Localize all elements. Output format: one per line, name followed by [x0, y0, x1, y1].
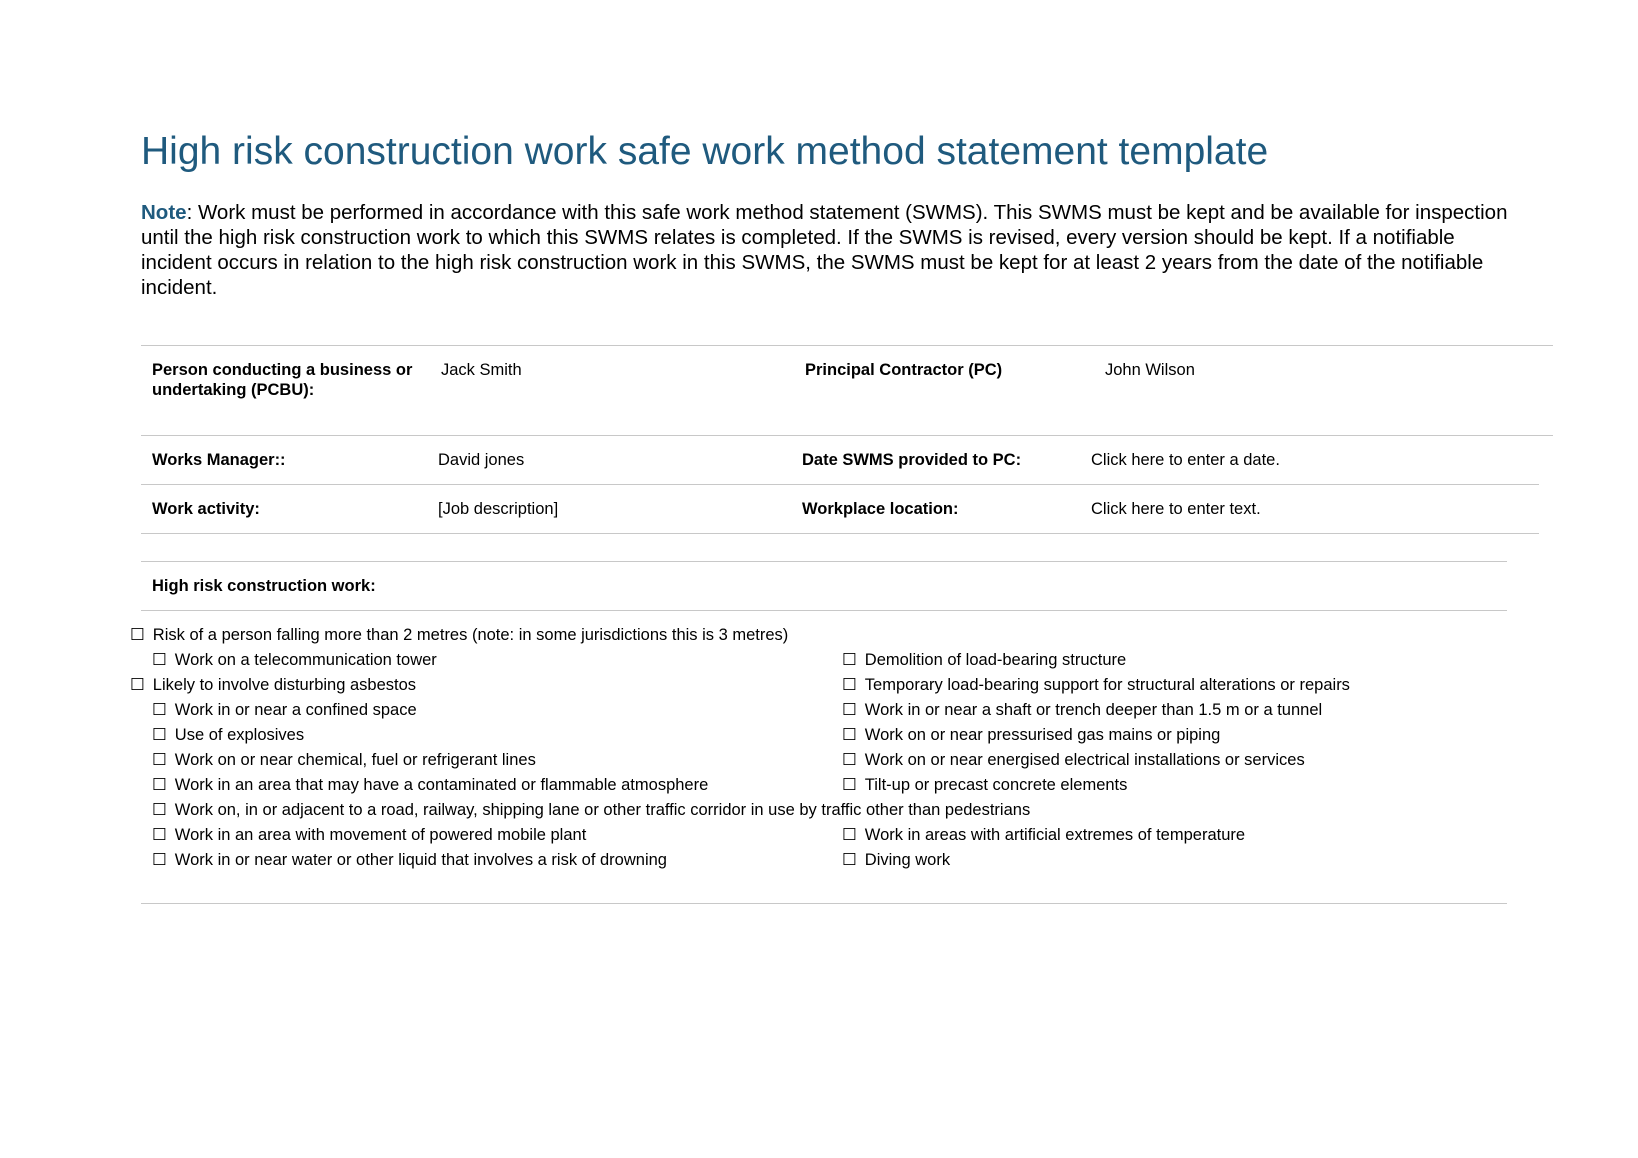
checkbox-icon[interactable]: ☐ — [152, 776, 167, 794]
checkbox-item[interactable] — [152, 725, 304, 745]
checkbox-icon[interactable]: ☐ — [152, 701, 167, 719]
location-field[interactable]: Click here to enter text. — [1091, 500, 1261, 518]
checkbox-item[interactable] — [842, 650, 1126, 670]
checkbox-item[interactable] — [152, 800, 1030, 820]
hrcw-heading: High risk construction work: — [152, 577, 376, 595]
checkbox-item[interactable] — [152, 850, 667, 870]
checkbox-item[interactable] — [842, 675, 1350, 695]
checkbox-label: Work in or near water or other liquid that involves a risk of drowning — [174, 851, 667, 869]
checkbox-icon[interactable]: ☐ — [842, 701, 857, 719]
checkbox-label: Work on a telecommunication tower — [174, 651, 437, 669]
checkbox-item[interactable] — [152, 700, 417, 720]
note-label: Note — [141, 201, 187, 224]
checkbox-item[interactable] — [842, 725, 1220, 745]
checkbox-icon[interactable]: ☐ — [152, 726, 167, 744]
pcbu-field[interactable]: Jack Smith — [441, 361, 522, 379]
checkbox-icon[interactable]: ☐ — [842, 676, 857, 694]
checkbox-icon[interactable]: ☐ — [842, 851, 857, 869]
checkbox-icon[interactable]: ☐ — [152, 801, 167, 819]
checkbox-item[interactable] — [130, 675, 416, 695]
checkbox-label: Work on or near chemical, fuel or refrigerant lines — [174, 751, 536, 769]
checkbox-label: Work in or near a confined space — [174, 701, 417, 719]
checkbox-icon[interactable]: ☐ — [130, 676, 145, 694]
checkbox-item[interactable] — [842, 825, 1245, 845]
checkbox-icon[interactable]: ☐ — [152, 826, 167, 844]
checkbox-icon[interactable]: ☐ — [842, 776, 857, 794]
checkbox-label: Work in or near a shaft or trench deeper than 1.5 m or a tunnel — [864, 701, 1323, 719]
checkbox-label: Work in an area that may have a contaminated or flammable atmosphere — [174, 776, 709, 794]
checkbox-label: Use of explosives — [174, 726, 305, 744]
divider — [141, 533, 1539, 534]
checkbox-label: Likely to involve disturbing asbestos — [152, 676, 417, 694]
checkbox-label: Work on or near pressurised gas mains or piping — [864, 726, 1221, 744]
checkbox-item[interactable] — [152, 775, 708, 795]
checkbox-item[interactable] — [152, 750, 536, 770]
location-label: Workplace location: — [802, 500, 959, 518]
works-manager-label: Works Manager:: — [152, 451, 286, 469]
checkbox-item[interactable] — [152, 650, 437, 670]
checkbox-label: Work on, in or adjacent to a road, railway, shipping lane or other traffic corridor in use by traffic other than pedestrians — [174, 801, 1031, 819]
checkbox-item[interactable] — [842, 850, 950, 870]
checkbox-label: Risk of a person falling more than 2 metres (note: in some jurisdictions this is 3 metres) — [152, 626, 789, 644]
checkbox-icon[interactable]: ☐ — [842, 751, 857, 769]
checkbox-label: Demolition of load-bearing structure — [864, 651, 1127, 669]
pc-label: Principal Contractor (PC) — [805, 361, 1003, 379]
checkbox-label: Work on or near energised electrical installations or services — [864, 751, 1305, 769]
checkbox-item[interactable] — [130, 625, 788, 645]
checkbox-icon[interactable]: ☐ — [842, 726, 857, 744]
checkbox-label: Work in an area with movement of powered mobile plant — [174, 826, 587, 844]
work-activity-label: Work activity: — [152, 500, 260, 518]
checkbox-label: Tilt-up or precast concrete elements — [864, 776, 1128, 794]
checkbox-item[interactable] — [842, 775, 1127, 795]
checkbox-label: Work in areas with artificial extremes of temperature — [864, 826, 1246, 844]
checkbox-icon[interactable]: ☐ — [842, 826, 857, 844]
divider — [141, 903, 1507, 904]
checkbox-icon[interactable]: ☐ — [152, 851, 167, 869]
pcbu-label: Person conducting a business or undertaking (PCBU): — [152, 361, 413, 399]
divider — [141, 561, 1507, 562]
checkbox-item[interactable] — [842, 750, 1305, 770]
checkbox-label: Diving work — [864, 851, 951, 869]
divider — [141, 610, 1507, 611]
divider — [141, 435, 1553, 436]
divider — [141, 484, 1539, 485]
works-manager-field[interactable]: David jones — [438, 451, 525, 469]
checkbox-item[interactable] — [152, 825, 586, 845]
date-field[interactable]: Click here to enter a date. — [1091, 451, 1280, 469]
checkbox-icon[interactable]: ☐ — [842, 651, 857, 669]
pc-field[interactable]: John Wilson — [1105, 361, 1195, 379]
checkbox-label: Temporary load-bearing support for structural alterations or repairs — [864, 676, 1350, 694]
note-text: : Work must be performed in accordance with this safe work method statement (SWMS). This SWMS must be kept and be available for inspection until the high risk construction work to which this SWMS relates is completed. If the SWMS is revised, every version should be kept. If a notifiable incident occurs in relation to the high risk construction work in this SWMS, the SWMS must be kept for at least 2 years from the date of the notifiable incident. — [141, 201, 1508, 299]
page-title: High risk construction work safe work method statement template — [141, 130, 1269, 173]
checkbox-icon[interactable]: ☐ — [130, 626, 145, 644]
checkbox-item[interactable] — [842, 700, 1322, 720]
date-label: Date SWMS provided to PC: — [802, 451, 1022, 469]
checkbox-icon[interactable]: ☐ — [152, 651, 167, 669]
note-paragraph — [141, 200, 1511, 300]
work-activity-field[interactable]: [Job description] — [438, 500, 559, 518]
divider — [141, 345, 1553, 346]
checkbox-icon[interactable]: ☐ — [152, 751, 167, 769]
